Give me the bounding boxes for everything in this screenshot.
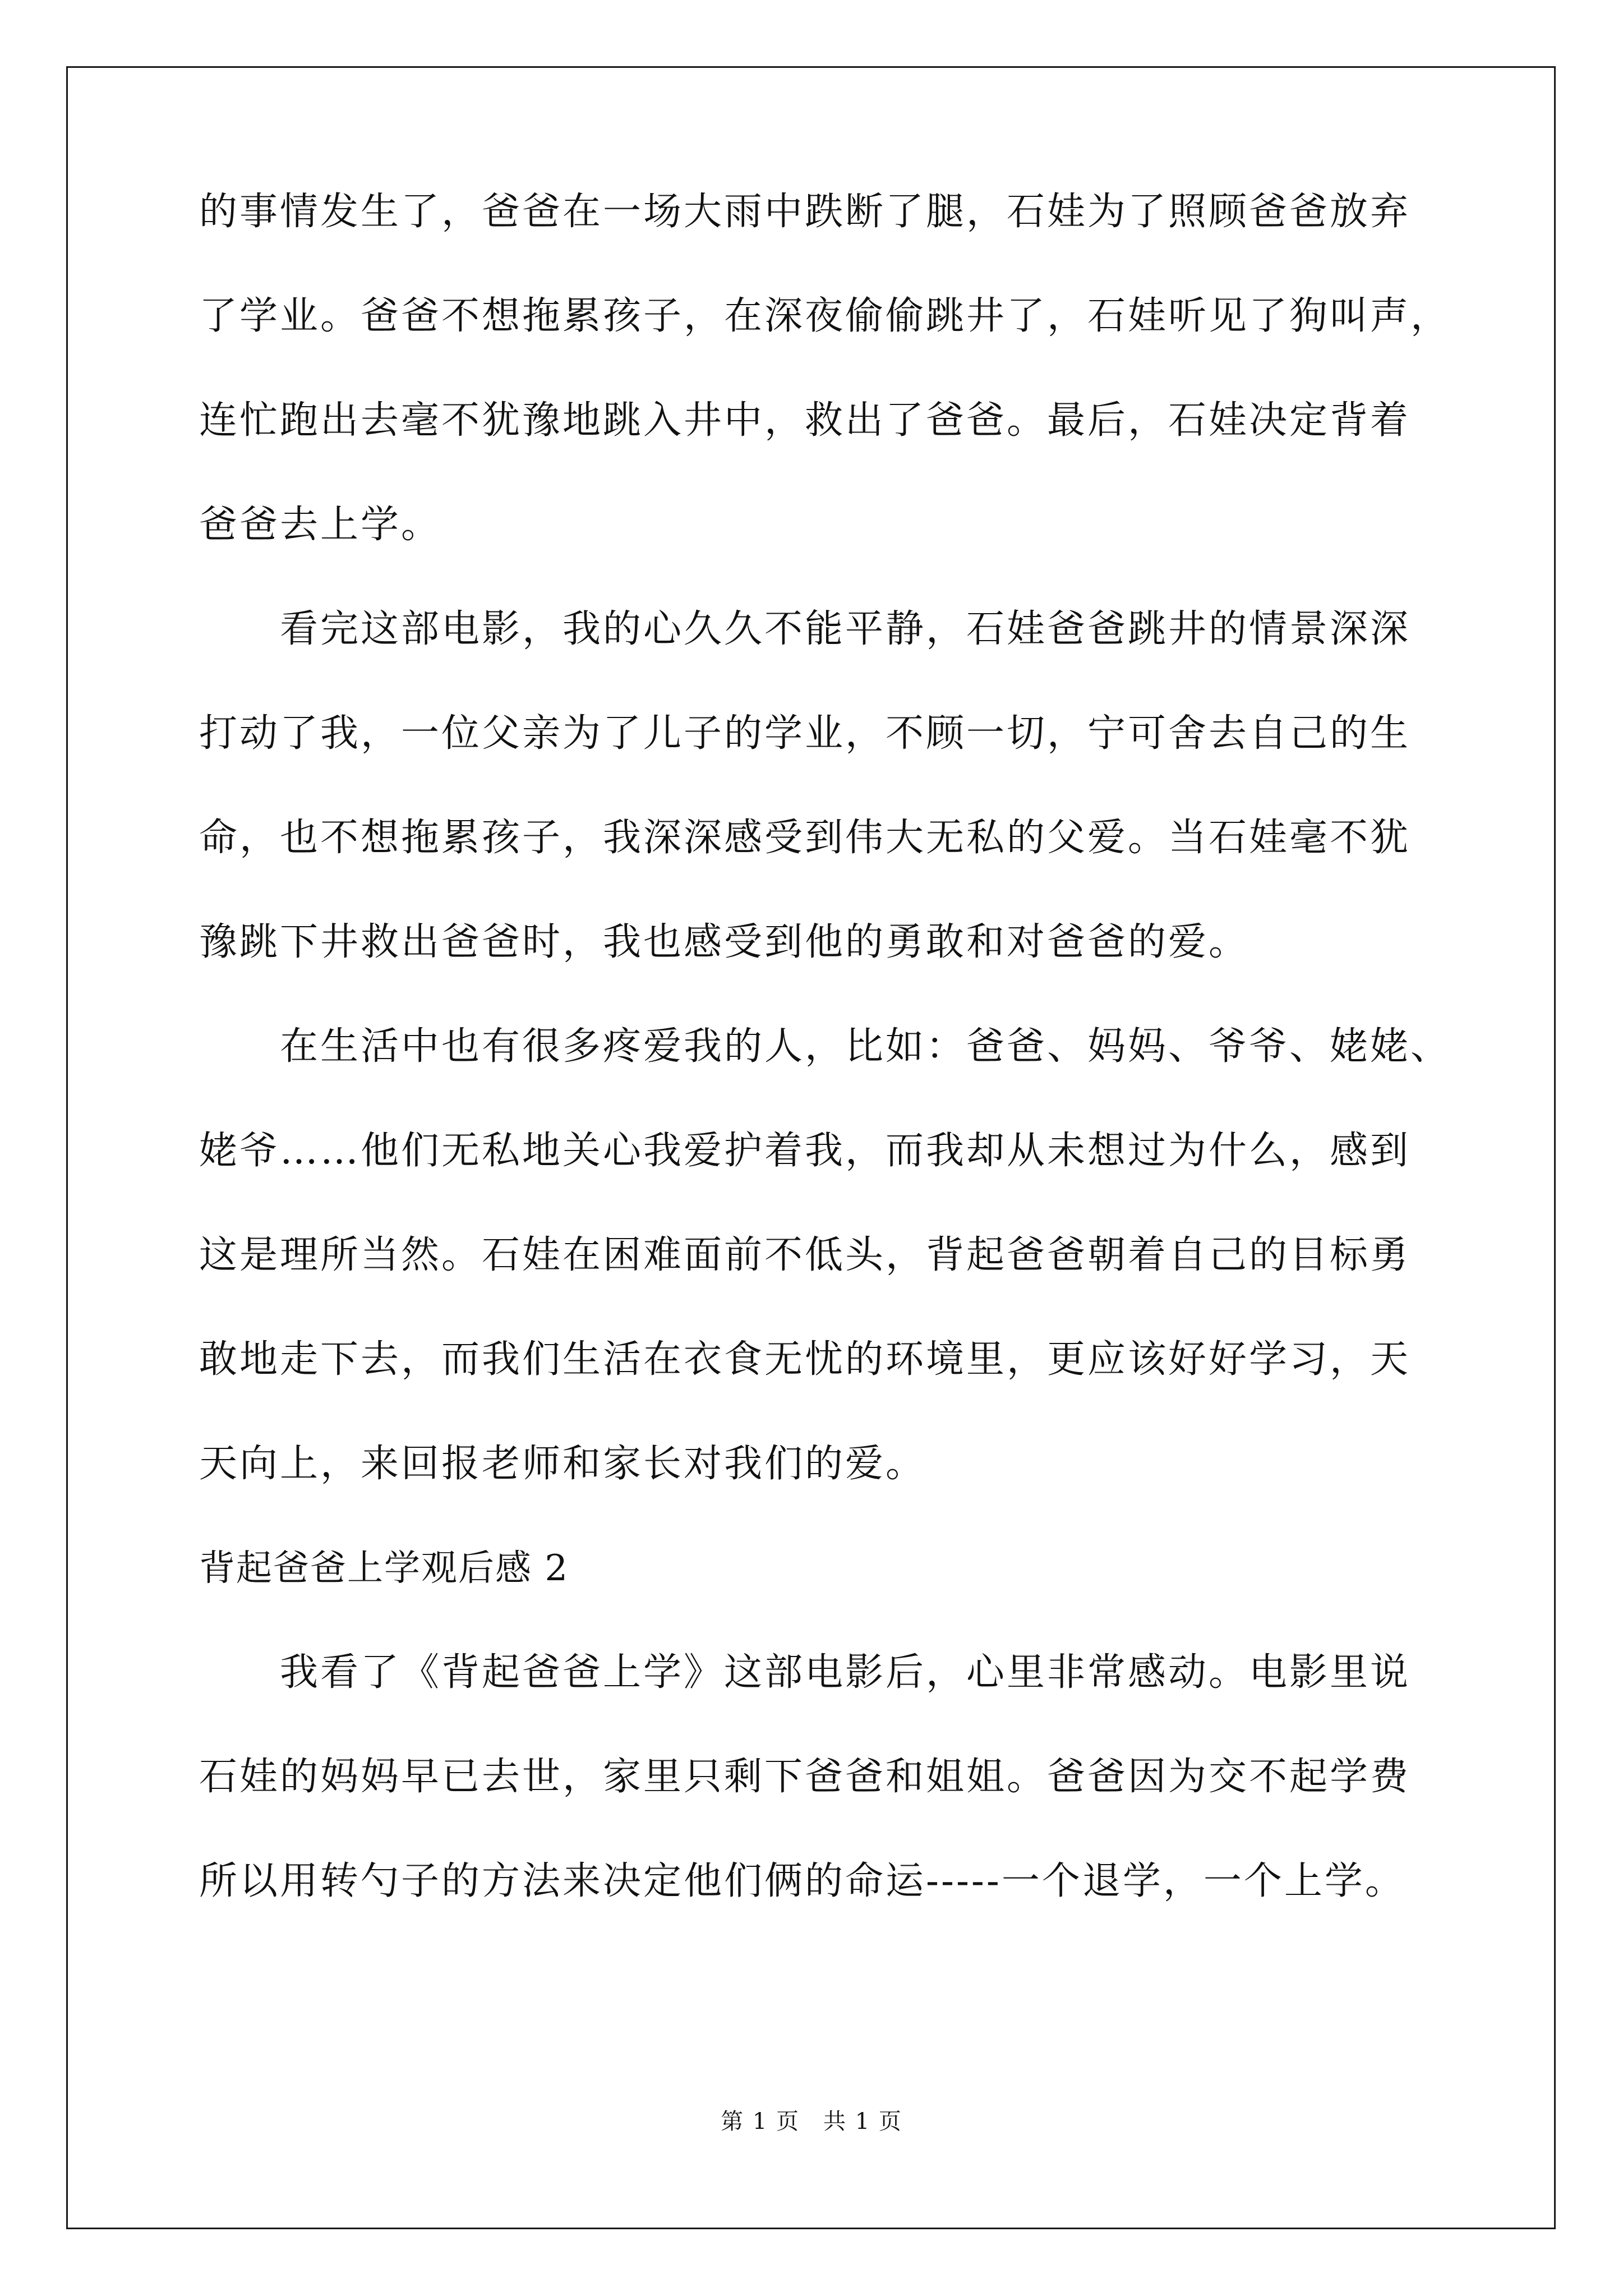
text-line: 的事情发生了，爸爸在一场大雨中跌断了腿，石娃为了照顾爸爸放弃 [199,190,1411,234]
text-line: 石娃的妈妈早已去世，家里只剩下爸爸和姐姐。爸爸因为交不起学费 [199,1755,1411,1799]
text-line: 了学业。爸爸不想拖累孩子，在深夜偷偷跳井了，石娃听见了狗叫声， [199,294,1451,338]
text-line: 在生活中也有很多疼爱我的人，比如：爸爸、妈妈、爷爷、姥姥、 [199,1024,1451,1069]
text-line: 天向上，来回报老师和家长对我们的爱。 [199,1442,926,1486]
text-line: 所以用转勺子的方法来决定他们俩的命运-----一个退学，一个上学。 [199,1859,1405,1903]
text-line: 打动了我，一位父亲为了儿子的学业，不顾一切，宁可舍去自己的生 [199,711,1411,756]
text-line: 连忙跑出去毫不犹豫地跳入井中，救出了爸爸。最后，石娃决定背着 [199,398,1411,443]
text-line: 命，也不想拖累孩子，我深深感受到伟大无私的父爱。当石娃毫不犹 [199,816,1411,860]
text-line: 看完这部电影，我的心久久不能平静，石娃爸爸跳井的情景深深 [199,607,1411,651]
section-heading: 背起爸爸上学观后感 2 [199,1548,569,1589]
text-line: 爸爸去上学。 [199,503,442,547]
text-line: 我看了《背起爸爸上学》这部电影后，心里非常感动。电影里说 [199,1650,1411,1695]
text-line: 姥爷……他们无私地关心我爱护着我，而我却从未想过为什么，感到 [199,1129,1411,1173]
text-line: 这是理所当然。石娃在困难面前不低头，背起爸爸朝着自己的目标勇 [199,1233,1411,1277]
text-line: 敢地走下去，而我们生活在衣食无忧的环境里，更应该好好学习，天 [199,1337,1411,1382]
text-line: 豫跳下井救出爸爸时，我也感受到他的勇敢和对爸爸的爱。 [199,920,1249,964]
page-footer: 第 1 页 共 1 页 [721,2109,902,2134]
